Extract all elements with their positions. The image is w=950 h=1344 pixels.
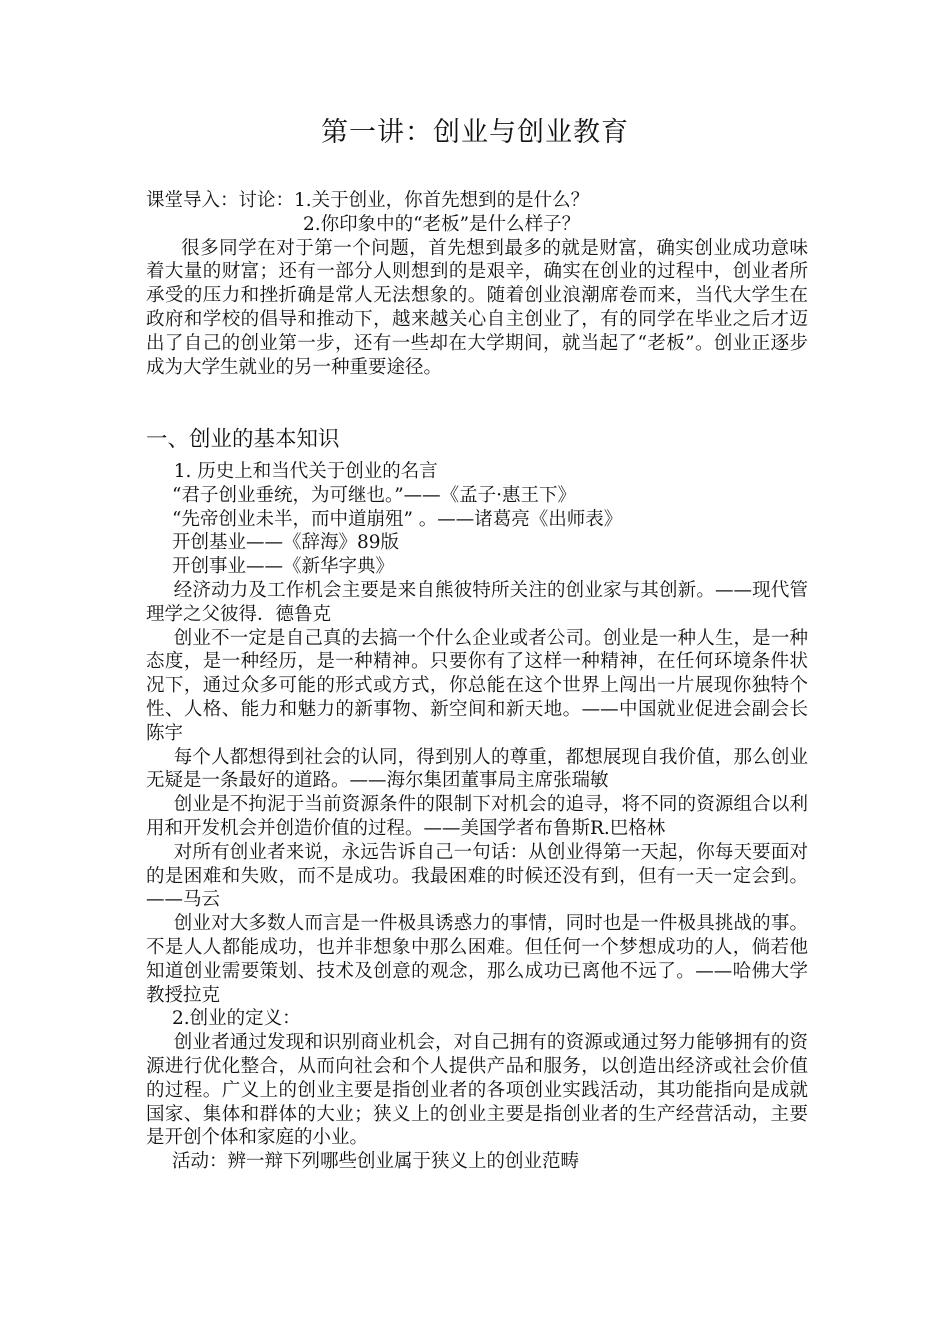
section-heading: 一、创业的基本知识 (146, 427, 340, 452)
quote-paragraph: 创业是不拘泥于当前资源条件的限制下对机会的追寻，将不同的资源组合以利用和开发机会并创造价值的过程。——美国学者布鲁斯R.巴格林 (146, 794, 808, 839)
activity-line: 活动：辨一辩下列哪些创业属于狭义上的创业范畴 (172, 1151, 580, 1173)
intro-paragraph: 很多同学在对于第一个问题，首先想到最多的就是财富，确实创业成功意味着大量的财富；还有一部分人则想到的是艰辛，确实在创业的过程中，创业者所承受的压力和挫折确是常人无法想象的。随着创业浪潮席卷而来，当代大学生在政府和学校的倡导和推动下，越来越关心自主创业了，有的同学在毕业之后才迈出了自己的创业第一步，还有一些却在大学期间，就当起了“老板”。创业正逐步成为大学生就业的另一种重要途径。 (146, 237, 808, 378)
quote-paragraph: 创业不一定是自己真的去搞一个什么企业或者公司。创业是一种人生，是一种态度，是一种经历，是一种精神。只要你有了这样一种精神，在任何环境条件状况下，通过众多可能的形式或方式，你总能在这个世界上闯出一片展现你独特个性、人格、能力和魅力的新事物、新空间和新天地。——中国就业促进会副会长陈宇 (146, 627, 808, 744)
section-body (146, 460, 808, 1174)
quote-paragraph: 经济动力及工作机会主要是来自熊彼特所关注的创业家与其创新。——现代管理学之父彼得．德鲁克 (146, 579, 808, 625)
definition-paragraph: 创业者通过发现和识别商业机会，对自己拥有的资源或通过努力能够拥有的资源进行优化整合，从而向社会和个人提供产品和服务，以创造出经济或社会价值的过程。广义上的创业主要是指创业者的各项创业实践活动，其功能指向是成就国家、集体和群体的大业；狭义上的创业主要是指创业者的生产经营活动，主要是开创个体和家庭的小业。 (146, 1032, 808, 1149)
quote-line: 开创事业——《新华字典》 (172, 556, 395, 578)
document-title: 第一讲：创业与创业教育 (321, 117, 629, 148)
quote-line: “君子创业垂统，为可继也。”——《孟子·惠王下》 (172, 484, 577, 506)
quote-line: “先帝创业未半，而中道崩殂” 。——诸葛亮《出师表》 (172, 508, 623, 530)
intro-question-1: 课堂导入：讨论：1.关于创业，你首先想到的是什么？ (146, 190, 590, 211)
item-1-title: 1. 历史上和当代关于创业的名言 (173, 461, 438, 482)
quote-paragraph: 每个人都想得到社会的认同，得到别人的尊重，都想展现自我价值，那么创业无疑是一条最好的道路。——海尔集团董事局主席张瑞敏 (146, 746, 808, 792)
quote-line: 开创基业——《辞海》89版 (172, 532, 400, 554)
item-2-title: 2.创业的定义： (172, 1008, 301, 1030)
intro-question-2: 2.你印象中的“老板”是什么样子？ (303, 213, 581, 235)
intro-block (146, 189, 808, 379)
quote-paragraph: 对所有创业者来说，永远告诉自己一句话：从创业得第一天起，你每天要面对的是困难和失败，而不是成功。我最困难的时候还没有到，但有一天一定会到。——马云 (146, 841, 808, 911)
quote-paragraph: 创业对大多数人而言是一件极具诱惑力的事情，同时也是一件极具挑战的事。不是人人都能成功，也并非想象中那么困难。但任何一个梦想成功的人，倘若他知道创业需要策划、技术及创意的观念，那么成功已离他不远了。——哈佛大学教授拉克 (146, 913, 808, 1006)
